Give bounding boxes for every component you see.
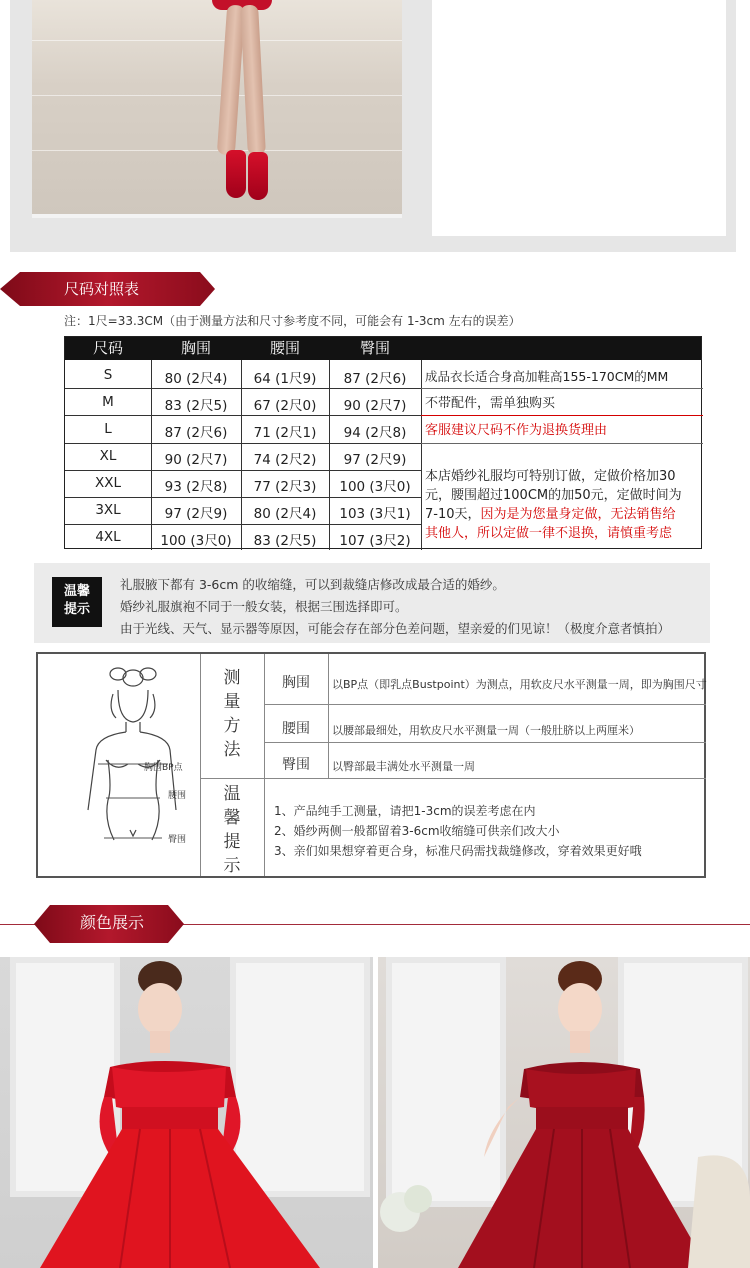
remark-accessories: 不带配件，需单独购买 (425, 396, 556, 411)
tips-line: 婚纱礼服旗袍不同于一般女装，根据三围选择即可。 (120, 599, 408, 614)
top-photo-frame (10, 0, 736, 252)
remark-custom-4: 其他人，所以定做一律不退换，请慎重考虑 (425, 526, 673, 541)
measure-box (36, 652, 706, 878)
size-chart-title: 尺码对照表 (64, 280, 140, 298)
figure-label-hip: 臀围 (168, 835, 187, 845)
measure-desc-hip: 以臀部最丰满处水平测量一周 (332, 760, 475, 773)
header-hip: 臀围 (359, 339, 390, 357)
product-photo-red (0, 957, 373, 1268)
remark-custom-2: 元，腰围超过100CM的加50元，定做时间为 (425, 488, 682, 503)
color-show-banner (34, 905, 184, 939)
product-photo-top (32, 0, 402, 218)
tips-line: 由于光线、天气、显示器等原因，可能会存在部分色差问题，望亲爱的们见谅！（极度介意者慎拍） (120, 621, 671, 636)
tip-title: 温 馨 提 示 (223, 784, 241, 876)
remark-height: 成品衣长适合身高加鞋高155-170CM的MM (425, 369, 669, 384)
header-size: 尺码 (92, 339, 123, 357)
measure-label-waist: 腰围 (282, 721, 310, 737)
measure-tip: 1、产品纯手工测量，请把1-3cm的误差考虑在内 (274, 804, 536, 818)
remark-no-return: 客服建议尺码不作为退换货理由 (425, 423, 608, 438)
measure-label-bust: 胸围 (282, 675, 310, 691)
figure-label-bp: 胸围BP点 (144, 763, 183, 773)
measure-desc-waist: 以腰部最细处，用软皮尺水平测量一周（一般肚脐以上两厘米） (332, 724, 640, 737)
measure-label-hip: 臀围 (282, 757, 310, 773)
remark-custom-1: 本店婚纱礼服均可特别订做，定做价格加30 (425, 469, 676, 484)
color-show-title: 颜色展示 (80, 913, 145, 932)
red-shoe-right (248, 152, 268, 200)
measure-tip: 2、婚纱两侧一般都留着3-6cm收缩缝可供亲们改大小 (274, 824, 560, 838)
header-bust: 胸围 (180, 339, 211, 357)
method-title: 测 量 方 法 (223, 668, 241, 760)
red-shoe-left (226, 150, 246, 198)
measure-desc-bust: 以BP点（即乳点Bustpoint）为测点，用软皮尺水平测量一周，即为胸围尺寸 (332, 678, 707, 691)
size-note: 注：1尺=33.3CM（由于测量方法和尺寸参考度不同，可能会有 1-3cm 左右的误差） (64, 314, 521, 328)
red-dress-figure-icon (0, 957, 373, 1268)
tips-line: 礼服腋下都有 3-6cm 的收缩缝，可以到裁缝店修改成最合适的婚纱。 (120, 577, 505, 592)
remark-custom-3: 7-10天，因为是为您量身定做，无法销售给 (425, 507, 676, 522)
size-table: 尺码 胸围 腰围 臀围 S 80 (2尺4) 64 (1尺9) 87 (2尺6) M 83 (2尺5) 67 (2尺0) 90 (2尺7) L 87 (2尺6) 71 (2尺1) 94 (2尺8) XL 90 (2尺7) 74 (2尺2) 97 (2尺9) XXL 93 (2尺8) 77 (2尺3) 100 (3尺0) 3XL 97 (2尺9) 80 (2尺4) 103 (3尺1) 4XL 100 (3尺0) 83 (2尺5) 107 (3尺2) 成品衣长适合身高加鞋高155-170CM的MM 不带配件，需单独购买 客服建议尺码不作为退换货理由 本店婚纱礼服均可特别订做，定做价格加30 元，腰围超过100CM的加50元，定做时间为 7-10天，因为是为您量身定做，无法销售给 其他人，所以定做一律不退换，请慎重考虑 (64, 336, 702, 549)
measure-tip: 3、亲们如果想穿着更合身，标准尺码需找裁缝修改，穿着效果更好哦 (274, 844, 642, 858)
tips-badge: 温馨 提示 (52, 577, 102, 627)
header-waist: 腰围 (269, 339, 300, 357)
table-header-row (65, 337, 701, 360)
wine-dress-figure-icon (378, 957, 750, 1268)
product-photo-wine (378, 957, 750, 1268)
figure-label-waist: 腰围 (168, 791, 187, 801)
size-chart-banner (0, 272, 215, 306)
tips-box (34, 563, 710, 643)
top-blank-panel (432, 0, 726, 236)
